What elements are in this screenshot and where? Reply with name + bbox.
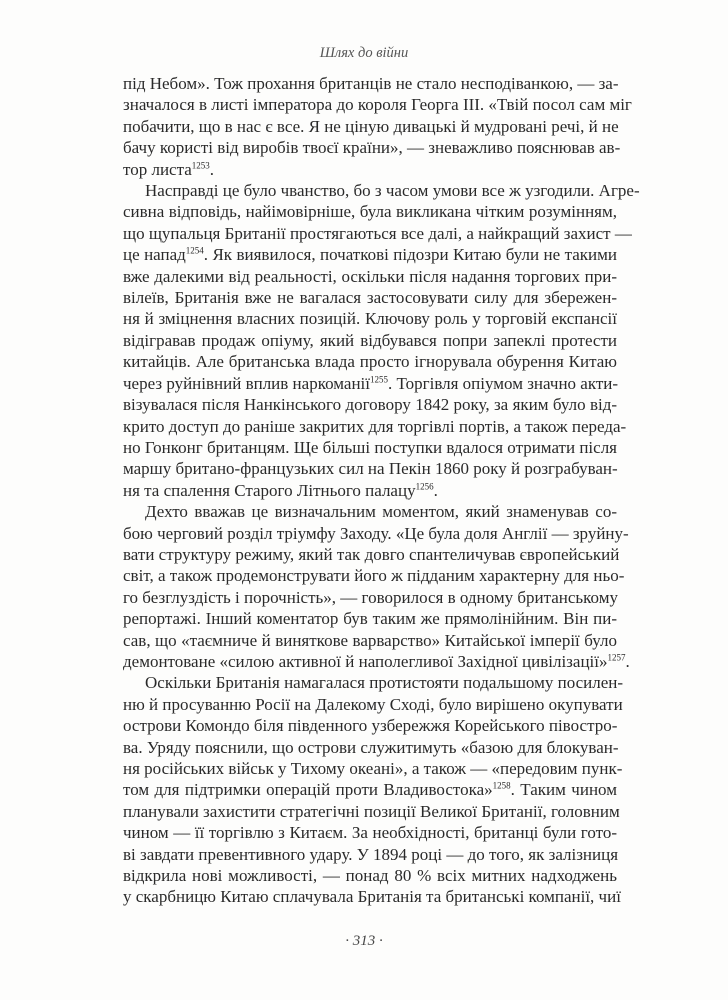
line-text: що щупальця Британії простягаються все далі, а найкращий захист — <box>123 223 632 243</box>
line-text: планували захистити стратегічні позиції Великої Британії, головним <box>123 801 620 821</box>
text-line <box>123 608 617 629</box>
line-text: значалося в листі імператора до короля Георга III. «Твій посол сам міг <box>123 95 632 115</box>
line-text: крито доступ до раніше закритих для торгівлі портів, а також переда- <box>123 416 627 436</box>
line-text: візувалася після Нанкінського договору 1842 року, за яким було від- <box>123 395 617 415</box>
line-text: том для підтримки операцій проти Владивостока» <box>123 780 493 800</box>
text-line <box>123 330 617 351</box>
line-text: репортажі. Інший коментатор був таким же прямолінійним. Він пи- <box>123 609 617 629</box>
text-line <box>123 886 621 907</box>
line-text: світ, а також продемонструвати його ж підданим характерну для ньо- <box>123 566 625 586</box>
text-line <box>123 630 617 651</box>
text-line <box>123 373 617 394</box>
text-line <box>123 822 617 843</box>
line-text: через руйнівний вплив наркоманії <box>123 373 371 393</box>
line-text: ва. Уряду пояснили, що острови служитимуть «базою для блокуван- <box>123 737 619 757</box>
line-text: вілеїв, Британія вже не вагалася застосовувати силу для збережен- <box>123 288 617 308</box>
line-text: острови Комондо біля південного узбережжя Корейського півостро- <box>123 716 618 736</box>
line-text: Оскільки Британія намагалася протистояти подальшому посилен- <box>145 673 624 693</box>
text-line <box>123 779 617 800</box>
line-text: побачити, що в нас є все. Я не ціную дивацькі й мудровані речі, й не <box>123 116 619 136</box>
line-text: Дехто вважав це визначальним моментом, який знаменував со- <box>145 502 617 522</box>
text-line <box>123 94 632 115</box>
text-line <box>123 266 617 287</box>
text-line <box>123 416 627 437</box>
text-line <box>123 737 617 758</box>
body-text <box>123 73 640 908</box>
text-line <box>123 244 617 265</box>
line-text: бою черговий розділ тріумфу Заходу. «Це була доля Англії — зруйну- <box>123 523 629 543</box>
text-line <box>123 587 617 608</box>
line-text-after: . <box>433 480 438 500</box>
line-text-after: . <box>625 651 630 671</box>
text-line <box>123 287 617 308</box>
line-text: ню й просуванню Росії на Далекому Сході, було вирішено окупувати <box>123 694 623 714</box>
text-line <box>123 544 620 565</box>
line-text: ня російських військ у Тихому океані», а також — «передовим пунк- <box>123 759 623 778</box>
line-text: го безглуздість і порочність», — говорилося в одному британському <box>123 587 618 607</box>
footnote-ref[interactable]: 1254 <box>185 245 204 256</box>
text-line <box>123 672 624 693</box>
paragraph <box>123 73 632 180</box>
footnote-ref[interactable]: 1256 <box>415 481 434 492</box>
line-text-after: . Торгівля опіумом значно акти- <box>388 373 619 393</box>
text-line <box>123 180 640 201</box>
text-line <box>123 351 617 372</box>
text-line <box>123 523 629 544</box>
text-line <box>123 758 623 779</box>
line-text: сав, що «таємниче й виняткове варварство» Китайської імперії було <box>123 630 617 650</box>
paragraph <box>123 672 624 907</box>
text-line <box>123 116 617 137</box>
line-text: це напад <box>123 245 186 265</box>
text-line <box>123 715 617 736</box>
text-line <box>123 480 617 501</box>
line-text: но Гонконг британцям. Ще більші поступки вдалося отримати після <box>123 437 617 457</box>
line-text: чином — її торгівлю з Китаєм. За необхідності, британці були гото- <box>123 823 617 843</box>
line-text: ня й зміцнення власних позицій. Ключову роль у торговій експансії <box>123 309 617 329</box>
text-line <box>123 865 617 886</box>
footnote-ref[interactable]: 1258 <box>492 780 511 791</box>
text-line <box>123 201 617 222</box>
text-line <box>123 159 617 180</box>
text-line <box>123 801 620 822</box>
line-text: сивна відповідь, найімовірніше, була викликана чітким розумінням, <box>123 202 617 222</box>
line-text: маршу британо-французьких сил на Пекін 1860 року й розграбуван- <box>123 459 618 479</box>
page-number: · 313 · <box>345 933 383 949</box>
line-text: у скарбницю Китаю сплачувала Британія та британські компанії, чиї <box>123 887 621 907</box>
text-line <box>123 308 617 329</box>
line-text: тор листа <box>123 159 192 179</box>
text-line <box>123 137 621 158</box>
paragraph <box>123 180 640 501</box>
line-text: ві завдати превентивного удару. У 1894 році — до того, як залізниця <box>123 844 619 864</box>
line-text-after: . Як виявилося, початкові підозри Китаю були не такими <box>203 245 617 265</box>
text-line <box>123 437 617 458</box>
footnote-ref[interactable]: 1253 <box>191 159 210 170</box>
text-line <box>123 651 630 672</box>
line-text-after: . <box>209 159 215 179</box>
line-text: Насправді це було чванство, бо з часом умови все ж узгодили. Агре- <box>145 181 640 201</box>
line-text: під Небом». Тож прохання британців не стало несподіванкою, — за- <box>123 74 619 93</box>
line-text: демонтоване «силою активної й наполегливої Західної цивілізації» <box>123 651 608 671</box>
line-text: ня та спалення Старого Літнього палацу <box>123 480 416 500</box>
line-text: відкрила нові можливості, — понад 80 % всіх митних надходжень <box>123 866 617 886</box>
paragraph <box>123 501 630 672</box>
text-line <box>123 694 623 715</box>
text-line <box>123 73 617 94</box>
text-line <box>123 223 632 244</box>
text-line <box>123 394 617 415</box>
line-text: вати структуру режиму, який так довго спантеличував європейський <box>123 544 620 564</box>
running-head: Шлях до війни <box>319 45 409 61</box>
line-text-after: . Таким чином <box>510 780 617 800</box>
line-text: відігравав продаж опіуму, який відбувався попри запеклі протести <box>123 330 617 350</box>
text-line <box>123 565 625 586</box>
line-text: вже далекими від реальності, оскільки після надання торгових при- <box>123 266 617 286</box>
text-line <box>123 501 617 522</box>
line-text: бачу користі від виробів твоєї країни», — зневажливо пояснював ав- <box>123 138 621 158</box>
line-text: китайців. Але британська влада просто ігнорувала обурення Китаю <box>123 352 617 372</box>
text-line <box>123 458 617 479</box>
text-line <box>123 844 617 865</box>
footnote-ref[interactable]: 1255 <box>370 374 389 385</box>
footnote-ref[interactable]: 1257 <box>607 652 626 663</box>
